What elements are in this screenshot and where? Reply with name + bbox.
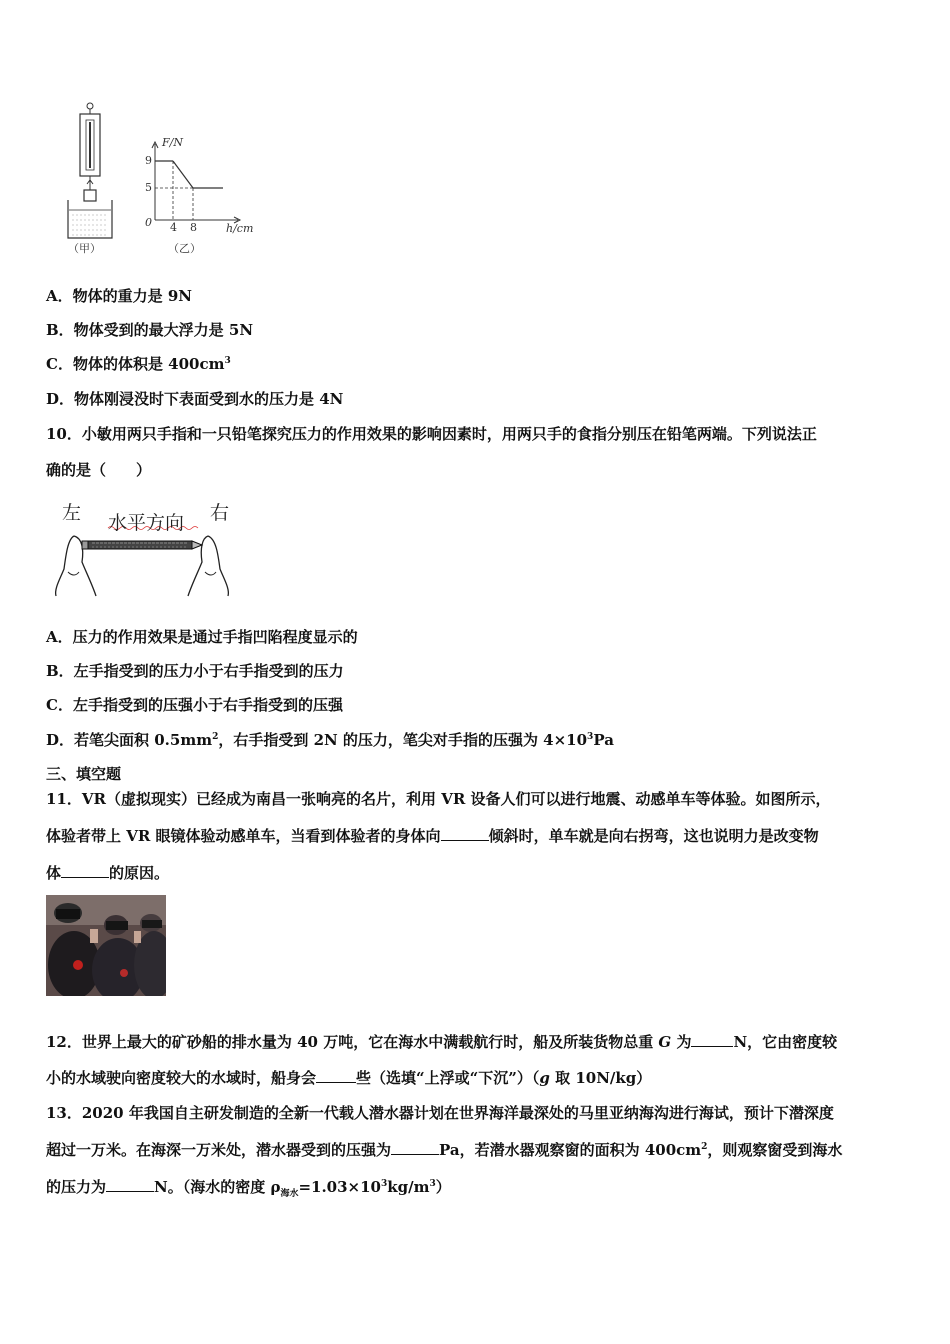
q10-option-b: B．左手指受到的压力小于右手指受到的压力 [46, 662, 344, 680]
q9-option-a: A．物体的重力是 9N [46, 287, 193, 305]
q10-option-d-post: ，右手指受到 2N 的压力，笔尖对手指的压强为 4×10 [218, 731, 588, 749]
figure-label-left: 左 [62, 502, 82, 524]
q10-option-d-sup: 2 [212, 732, 219, 742]
q10-option-d-pre: D．若笔尖面积 0.5mm [46, 731, 213, 749]
q12-line1-pre: 12．世界上最大的矿砂船的排水量为 40 万吨，它在海水中满载航行时，船及所装货物总重 [46, 1033, 659, 1051]
q11-line2-post: 倾斜时，单车就是向右拐弯，这也说明力是改变物 [488, 827, 819, 845]
figure-label-jia: （甲） [68, 242, 101, 255]
q11-line1: 11．VR（虚拟现实）已经成为南昌一张响亮的名片，利用 VR 设备人们可以进行地震、动感单车等体验。如图所示， [46, 790, 831, 808]
pencil-fingers-figure [46, 494, 246, 604]
q13-line2-sup: 2 [701, 1142, 708, 1152]
vr-photo-image [46, 895, 166, 996]
q9-option-d: D．物体刚浸没时下表面受到水的压力是 4N [46, 390, 344, 408]
q10-stem-line2: 确的是（ ） [46, 461, 152, 479]
graph-tick-4: 4 [170, 221, 177, 234]
q11-line3 [46, 863, 169, 883]
graph-y-axis-label: F/N [162, 136, 183, 149]
vr-experience-photo [46, 895, 166, 996]
figure-label-right: 右 [210, 502, 230, 524]
q13-line3-post: =1.03×10 [298, 1178, 381, 1196]
q9-option-c-sup: 3 [224, 356, 231, 366]
q11-line2 [46, 826, 819, 846]
q13-line3-pre: 的压力为 [46, 1178, 107, 1196]
graph-tick-9: 9 [145, 154, 152, 167]
q11-line3-pre: 体 [46, 864, 62, 882]
q10-stem-line1: 10．小敏用两只手指和一只铅笔探究压力的作用效果的影响因素时，用两只手的食指分别压在铅笔两端。下列说法正 [46, 425, 817, 443]
q13-line3-end: kg/m [387, 1178, 430, 1196]
q12-line2-pre: 小的水域驶向密度较大的水域时，船身会 [46, 1069, 317, 1087]
figure-label-horizontal: 水平方向 [108, 512, 185, 534]
graph-x-axis-label: h/cm [226, 222, 254, 235]
q11-blank-2[interactable] [61, 863, 109, 878]
q9-option-c-text: C．物体的体积是 400cm [46, 355, 225, 373]
q10-option-d-end: Pa [593, 731, 614, 749]
graph-tick-0: 0 [145, 216, 152, 229]
spring-scale-figure [60, 100, 260, 260]
q13-line3-mid: N。（海水的密度 ρ [154, 1178, 281, 1196]
q11-line3-post: 的原因。 [109, 864, 170, 882]
q13-line3-sup: 3 [381, 1179, 388, 1189]
q12-line1-post: N，它由密度较 [733, 1033, 838, 1051]
q13-blank-2[interactable] [106, 1177, 154, 1192]
q13-line2 [46, 1140, 842, 1160]
q10-option-c: C．左手指受到的压强小于右手指受到的压强 [46, 696, 343, 714]
q12-line2 [46, 1068, 651, 1088]
figure-label-yi: （乙） [168, 242, 201, 255]
q10-option-d [46, 730, 614, 750]
q12-line1 [46, 1032, 837, 1052]
q9-option-c [46, 354, 231, 374]
q9-option-b: B．物体受到的最大浮力是 5N [46, 321, 254, 339]
q13-line2-pre: 超过一万米。在海深一万米处，潜水器受到的压强为 [46, 1141, 392, 1159]
q12-blank-2[interactable] [316, 1068, 356, 1083]
q13-line3-sub: 海水 [280, 1189, 299, 1199]
q12-line1-g: G [658, 1033, 672, 1051]
spring-scale-diagram [60, 100, 260, 260]
q13-line3-close: ） [435, 1178, 451, 1196]
q13-line2-mid: Pa，若潜水器观察窗的面积为 400cm [439, 1141, 702, 1159]
q13-line2-post: ，则观察窗受到海水 [707, 1141, 843, 1159]
q13-line1: 13．2020 年我国自主研发制造的全新一代载人潜水器计划在世界海洋最深处的马里亚纳海沟进行海试，预计下潜深度 [46, 1104, 834, 1122]
q13-line3-sup2: 3 [429, 1179, 436, 1189]
q12-line2-post: 些（选填“上浮或“下沉”）（ [356, 1069, 540, 1087]
q11-line2-pre: 体验者带上 VR 眼镜体验动感单车，当看到体验者的身体向 [46, 827, 441, 845]
graph-tick-8: 8 [190, 221, 197, 234]
q11-blank-1[interactable] [441, 826, 489, 841]
q12-line2-g: g [539, 1069, 550, 1087]
q12-line1-mid: 为 [671, 1033, 692, 1051]
graph-tick-5: 5 [145, 181, 152, 194]
q13-line3 [46, 1177, 451, 1197]
section-title: 三、填空题 [46, 765, 122, 783]
q13-blank-1[interactable] [391, 1140, 439, 1155]
q12-line2-end: 取 10N/kg） [549, 1069, 652, 1087]
q10-option-d-sup2: 3 [587, 732, 594, 742]
q12-blank-1[interactable] [691, 1032, 733, 1047]
q10-option-a: A．压力的作用效果是通过手指凹陷程度显示的 [46, 628, 358, 646]
